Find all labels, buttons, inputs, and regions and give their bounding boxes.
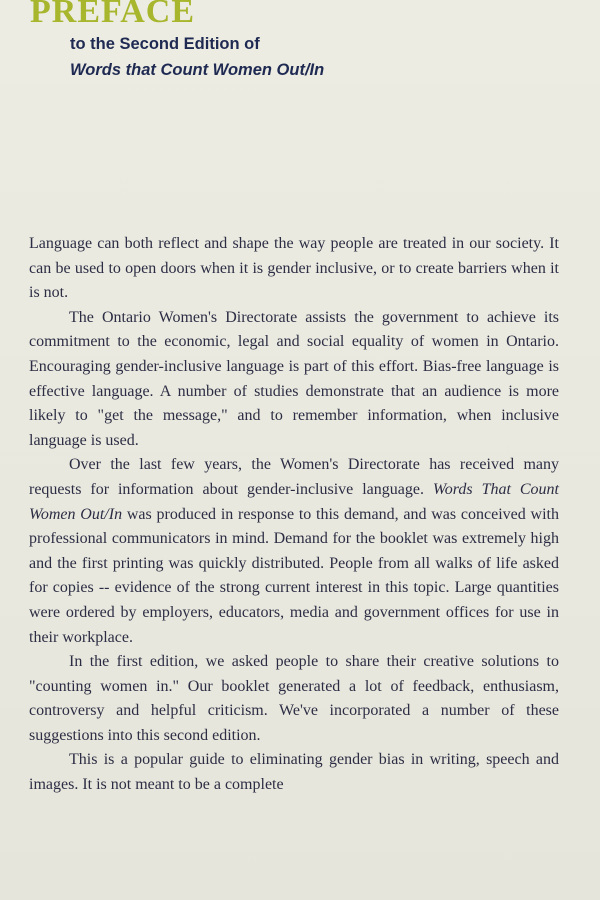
paragraph-5: This is a popular guide to eliminating gender bias in writing, speech and images. It is not meant to be a complete xyxy=(29,751,559,794)
page-title: PREFACE xyxy=(30,0,196,30)
body-text xyxy=(29,232,559,798)
paragraph-2: The Ontario Women's Directorate assists the government to achieve its commitment to the economic, legal and social equality of women in Ontario. Encouraging gender-inclusive language is part of this effort. Bias-free language is effective language. A number of studies demonstrate that an audience is more likely to "get the message," and to remember information, when inclusive language is used. xyxy=(29,308,559,449)
subtitle-line-1: to the Second Edition of xyxy=(70,35,260,53)
booklet-title-italic: Words That Count Women Out/In xyxy=(29,480,559,523)
paragraph-3-after: was produced in response to this demand, and was conceived with professional communicators in mind. Demand for the booklet was extremely high and the first printing was quickly distributed. People from all walks of life asked for copies -- evidence of the strong current interest in this topic. Large quantities were ordered by employers, educators, media and government offices for use in their workplace. xyxy=(29,505,559,646)
subtitle-line-2: Words that Count Women Out/In xyxy=(70,61,325,79)
paragraph-3 xyxy=(29,453,559,650)
paragraph-3-before: Over the last few years, the Women's Directorate has received many requests for information about gender-inclusive language. xyxy=(29,456,559,498)
paragraph-4: In the first edition, we asked people to share their creative solutions to "counting women in." Our booklet generated a lot of feedback, enthusiasm, controversy and helpful criticism. We've incorporated a number of these suggestions into this second edition. xyxy=(29,653,559,744)
paragraph-1: Language can both reflect and shape the way people are treated in our society. It can be used to open doors when it is gender inclusive, or to create barriers when it is not. xyxy=(29,235,559,302)
